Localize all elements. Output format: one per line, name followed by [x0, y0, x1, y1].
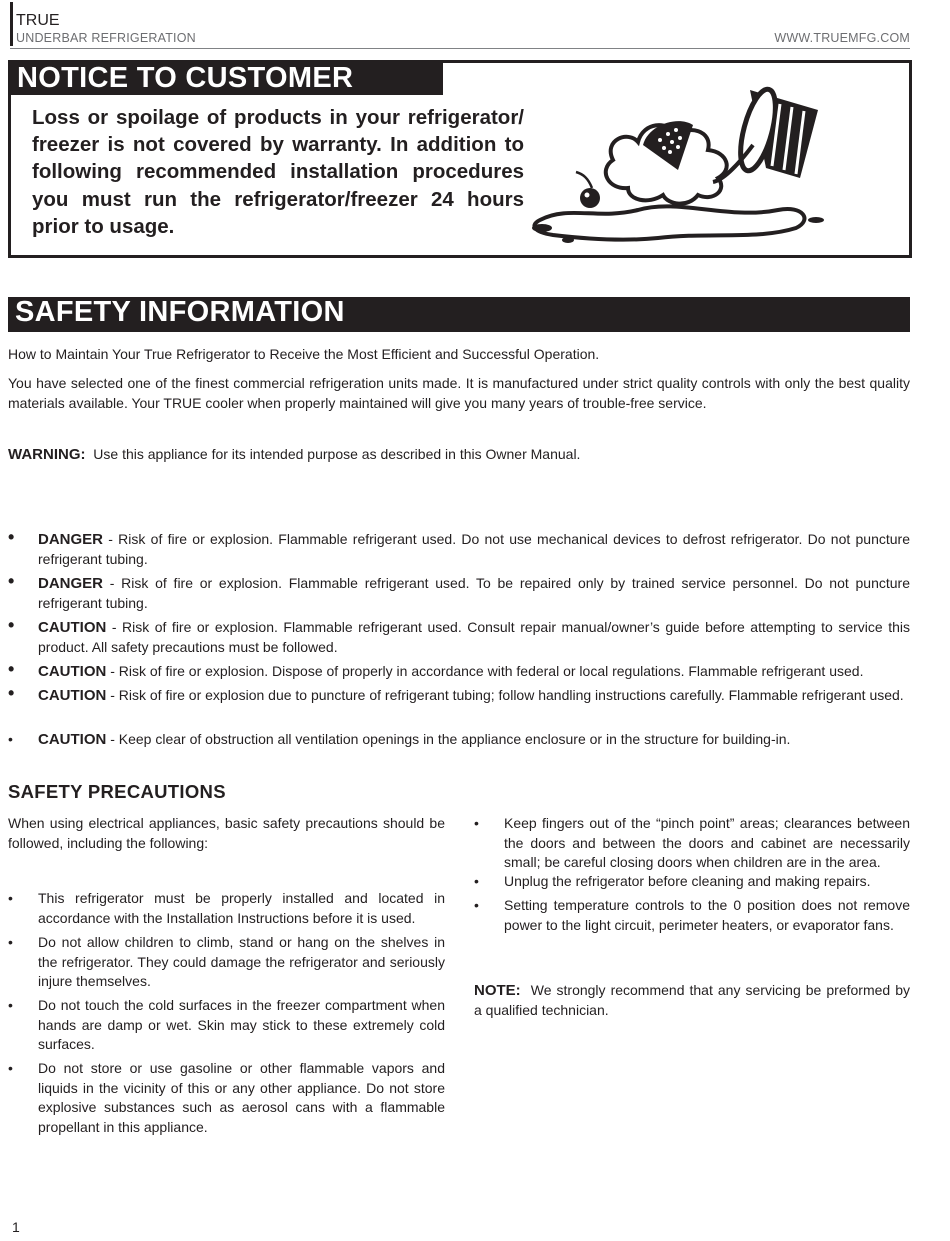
precautions-title: SAFETY PRECAUTIONS — [8, 781, 226, 802]
note-label: NOTE: — [474, 982, 521, 999]
spilled-ice-cream-cup-illustration — [528, 70, 833, 250]
bullet-icon: • — [474, 873, 479, 889]
hazard-label: DANGER — [38, 531, 104, 548]
header-url: WWW.TRUEMFG.COM — [774, 31, 910, 45]
note-text: We strongly recommend that any servicing be preformed by a qualified technician. — [474, 982, 910, 1018]
warning-text: Use this appliance for its intended purpose as described in this Owner Manual. — [93, 446, 581, 462]
hazard-label: CAUTION — [38, 731, 107, 748]
safety-title: SAFETY INFORMATION — [15, 296, 345, 328]
bullet-icon: • — [8, 890, 13, 906]
safety-intro-2: You have selected one of the finest commercial refrigeration units made. It is manufactured under strict quality controls with only the best quality materials available. Your TRUE cooler when properly maintained will give you many years of trouble-free service. — [8, 375, 910, 411]
bullet-icon: • — [474, 815, 479, 831]
bullet-icon: • — [8, 527, 15, 547]
warning-line — [8, 445, 910, 465]
header-divider — [10, 48, 910, 49]
header-accent-bar — [10, 2, 13, 46]
bullet-icon: • — [8, 997, 13, 1013]
bullet-icon: • — [8, 571, 15, 591]
notice-body: Loss or spoilage of products in your refrigerator/ freezer is not covered by warranty. In addition to following recommended installation procedures you must run the refrigerator/freezer 24 hours prior to usage. — [32, 106, 524, 238]
hazard-label: CAUTION — [38, 663, 107, 680]
bullet-icon: • — [8, 731, 13, 747]
bullet-icon: • — [8, 659, 15, 679]
hazard-label: CAUTION — [38, 619, 107, 636]
precautions-intro: When using electrical appliances, basic safety precautions should be followed, including the following: — [8, 815, 445, 851]
header-brand: TRUE — [16, 12, 60, 29]
bullet-icon: • — [8, 683, 15, 703]
note-line — [474, 981, 910, 1020]
warning-label: WARNING: — [8, 446, 86, 463]
safety-intro-1: How to Maintain Your True Refrigerator to Receive the Most Efficient and Successful Operation. — [8, 346, 600, 362]
page-number: 1 — [12, 1219, 20, 1235]
bullet-icon: • — [8, 1060, 13, 1076]
hazard-label: CAUTION — [38, 687, 107, 704]
bullet-icon: • — [8, 934, 13, 950]
notice-title: NOTICE TO CUSTOMER — [17, 62, 354, 94]
bullet-icon: • — [474, 897, 479, 913]
hazard-label: DANGER — [38, 575, 104, 592]
bullet-icon: • — [8, 615, 15, 635]
header-subtitle: UNDERBAR REFRIGERATION — [16, 31, 196, 45]
